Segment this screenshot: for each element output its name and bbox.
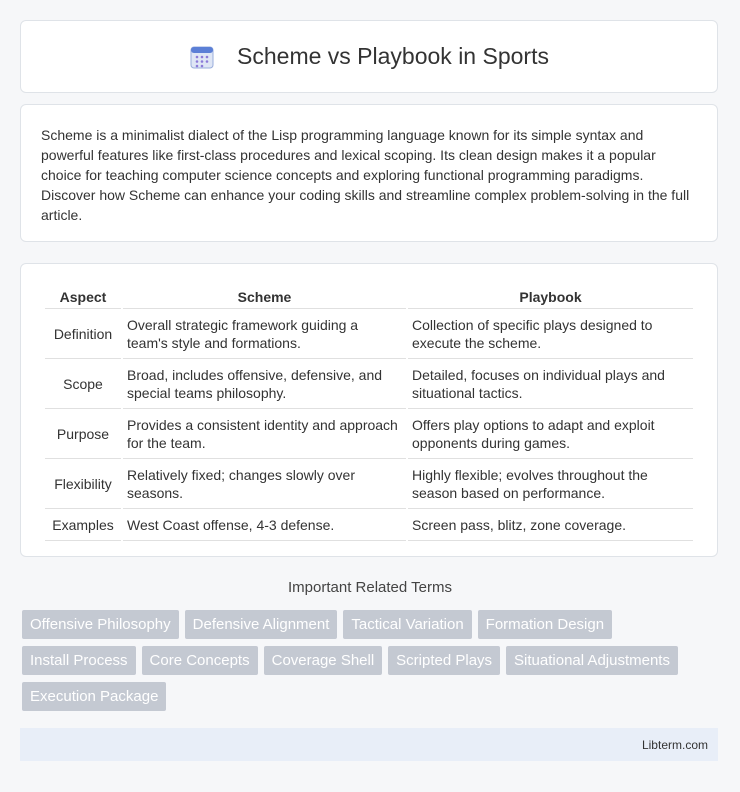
aspect-cell: Scope <box>45 359 121 409</box>
intro-text: Scheme is a minimalist dialect of the Lisp programming language known for its simple syntax and powerful features like first-class procedures and lexical scoping. Its clean design makes it a popular choice for teaching computer science concepts and exploring functional programming paradigms. Discover how Scheme can enhance your coding skills and streamline complex problem-solving in the full article. <box>41 127 690 223</box>
related-term-tag[interactable]: Execution Package <box>22 682 166 711</box>
playbook-cell: Detailed, focuses on individual plays and situational tactics. <box>408 359 693 409</box>
related-term-tag[interactable]: Core Concepts <box>142 646 258 675</box>
column-header: Scheme <box>123 286 406 309</box>
footer <box>20 728 718 761</box>
related-term-tag[interactable]: Situational Adjustments <box>506 646 678 675</box>
table-header-row <box>45 286 693 309</box>
column-header: Aspect <box>45 286 121 309</box>
related-term-tag[interactable]: Offensive Philosophy <box>22 610 179 639</box>
table-row <box>45 359 693 409</box>
playbook-cell: Offers play options to adapt and exploit opponents during games. <box>408 409 693 459</box>
scheme-cell: West Coast offense, 4-3 defense. <box>123 509 406 541</box>
table-row <box>45 409 693 459</box>
scheme-cell: Relatively fixed; changes slowly over seasons. <box>123 459 406 509</box>
playbook-cell: Collection of specific plays designed to execute the scheme. <box>408 309 693 359</box>
intro-card <box>20 104 718 242</box>
aspect-cell: Purpose <box>45 409 121 459</box>
related-term-tag[interactable]: Coverage Shell <box>264 646 383 675</box>
playbook-cell: Screen pass, blitz, zone coverage. <box>408 509 693 541</box>
scheme-cell: Overall strategic framework guiding a team's style and formations. <box>123 309 406 359</box>
related-term-tag[interactable]: Formation Design <box>478 610 612 639</box>
comparison-card <box>20 263 718 557</box>
related-term-tag[interactable]: Install Process <box>22 646 136 675</box>
table-row <box>45 509 693 541</box>
related-term-tag[interactable]: Scripted Plays <box>388 646 500 675</box>
footer-brand[interactable]: Libterm.com <box>641 737 708 752</box>
scheme-cell: Provides a consistent identity and approach for the team. <box>123 409 406 459</box>
related-terms-title: Important Related Terms <box>288 579 452 596</box>
comparison-table <box>43 286 695 541</box>
scheme-cell: Broad, includes offensive, defensive, and special teams philosophy. <box>123 359 406 409</box>
related-term-tag[interactable]: Defensive Alignment <box>185 610 338 639</box>
related-term-tag[interactable]: Tactical Variation <box>343 610 471 639</box>
table-row <box>45 459 693 509</box>
aspect-cell: Flexibility <box>45 459 121 509</box>
column-header: Playbook <box>408 286 693 309</box>
page-title: Scheme vs Playbook in Sports <box>237 43 549 69</box>
table-row <box>45 309 693 359</box>
playbook-cell: Highly flexible; evolves throughout the season based on performance. <box>408 459 693 509</box>
aspect-cell: Examples <box>45 509 121 541</box>
calendar-icon <box>189 44 215 70</box>
related-terms-list <box>22 610 722 711</box>
aspect-cell: Definition <box>45 309 121 359</box>
page-header <box>20 20 718 93</box>
